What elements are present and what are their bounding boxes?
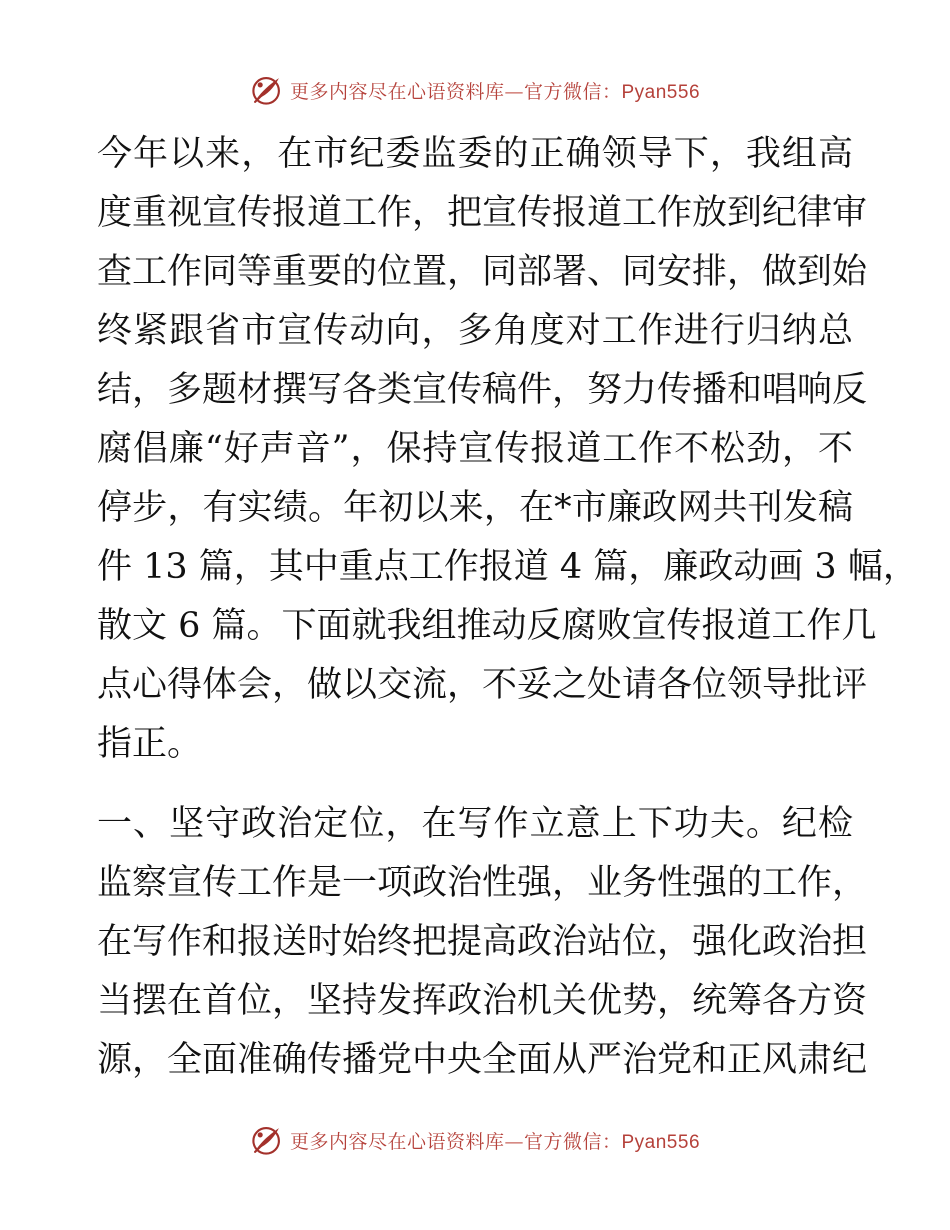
watermark-wechat-label: 官方微信： bbox=[523, 80, 622, 103]
text-line: 件 13 篇，其中重点工作报道 4 篇，廉政动画 3 幅， bbox=[97, 547, 918, 587]
text-line: 腐倡廉“好声音”，保持宣传报道工作不松劲，不 bbox=[97, 429, 853, 469]
watermark-dash: — bbox=[504, 1130, 524, 1153]
document-body bbox=[97, 125, 918, 1090]
watermark-text bbox=[290, 77, 700, 104]
paragraph-intro bbox=[97, 125, 918, 774]
watermark-account: Pyan556 bbox=[621, 81, 701, 103]
feather-pen-logo-icon bbox=[250, 1123, 284, 1157]
watermark-dash: — bbox=[504, 80, 524, 103]
watermark-wechat-label: 官方微信： bbox=[523, 1130, 622, 1153]
watermark-account: Pyan556 bbox=[621, 1131, 701, 1153]
text-line: 监察宣传工作是一项政治性强，业务性强的工作， bbox=[97, 863, 868, 903]
watermark-banner-top bbox=[0, 70, 950, 110]
text-line: 度重视宣传报道工作，把宣传报道工作放到纪律审 bbox=[97, 193, 868, 233]
text-line: 在写作和报送时始终把提高政治站位，强化政治担 bbox=[97, 922, 868, 962]
text-line: 停步，有实绩。年初以来，在*市廉政网共刊发稿 bbox=[97, 488, 853, 528]
watermark-banner-bottom bbox=[0, 1120, 950, 1160]
watermark-text bbox=[290, 1127, 700, 1154]
watermark-site: 更多内容尽在心语资料库 bbox=[289, 1130, 505, 1153]
text-line: 一、坚守政治定位，在写作立意上下功夫。纪检 bbox=[97, 804, 853, 844]
text-line: 今年以来，在市纪委监委的正确领导下，我组高 bbox=[97, 134, 853, 174]
paragraph-section-one bbox=[97, 795, 868, 1090]
text-line: 点心得体会，做以交流，不妥之处请各位领导批评 bbox=[97, 665, 868, 705]
text-line: 终紧跟省市宣传动向，多角度对工作进行归纳总 bbox=[97, 311, 853, 351]
text-line: 当摆在首位，坚持发挥政治机关优势，统筹各方资 bbox=[97, 981, 868, 1021]
text-line: 源，全面准确传播党中央全面从严治党和正风肃纪 bbox=[97, 1040, 868, 1080]
feather-pen-logo-icon bbox=[250, 73, 284, 107]
text-line: 指正。 bbox=[97, 724, 203, 764]
text-line: 散文 6 篇。下面就我组推动反腐败宣传报道工作几 bbox=[97, 606, 877, 646]
watermark-site: 更多内容尽在心语资料库 bbox=[289, 80, 505, 103]
text-line: 结，多题材撰写各类宣传稿件，努力传播和唱响反 bbox=[97, 370, 868, 410]
text-line: 查工作同等重要的位置，同部署、同安排，做到始 bbox=[97, 252, 868, 292]
